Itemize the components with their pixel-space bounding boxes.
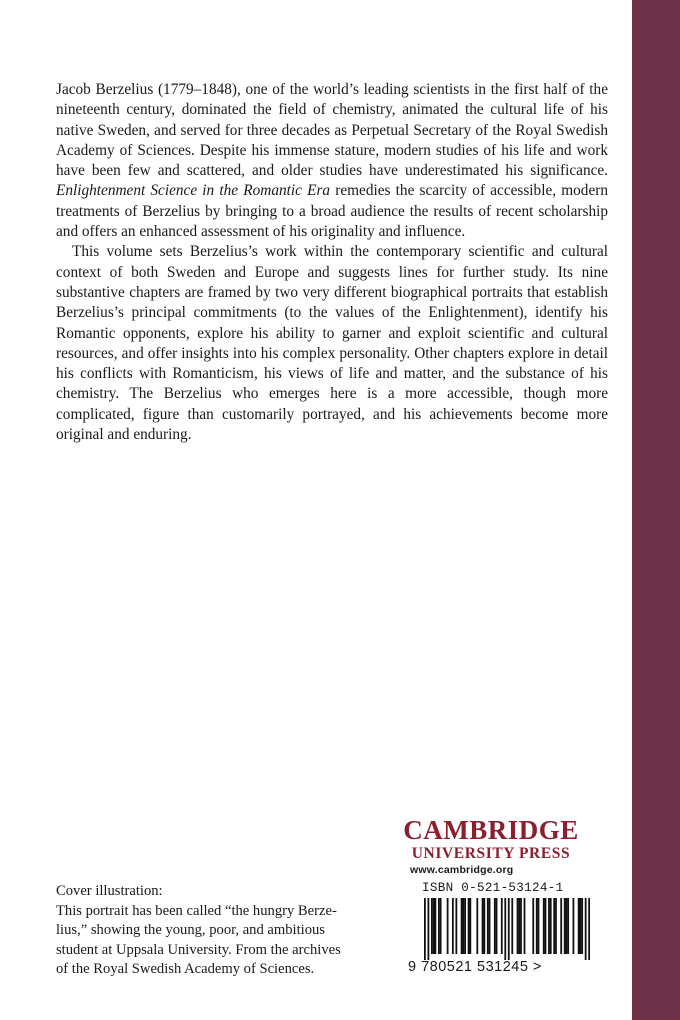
barcode-bar <box>483 898 485 954</box>
barcode-bar <box>455 898 457 954</box>
caption-line: student at Uppsala University. From the archives <box>56 941 341 958</box>
barcode-bar <box>532 898 534 954</box>
barcode-bar <box>536 898 538 954</box>
barcode-bar <box>524 898 526 954</box>
barcode-bar <box>543 898 545 954</box>
barcode-bar <box>580 898 582 954</box>
barcode <box>424 898 590 960</box>
barcode-bar <box>545 898 547 954</box>
barcode-digits: 9 780521 531245 > <box>408 959 542 975</box>
barcode-bar <box>482 898 484 954</box>
barcode-bar <box>517 898 519 954</box>
caption-line: This portrait has been called “the hungry Berze- <box>56 902 337 919</box>
barcode-bar <box>548 898 550 954</box>
barcode-bar <box>462 898 464 954</box>
barcode-bar <box>553 898 555 954</box>
description-paragraph-2: This volume sets Berzelius’s work within the contemporary scientific and cultural context of both Sweden and Europe and suggests lines for further study. Its nine substantive chapters are framed by two very different biographical portraits that establish Berzelius’s principal commitments (to the values of the Enlightenment), identify his Romantic opponents, explore his ability to garner and exploit scientific and cultural resources, and offer insights into his complex personality. Other chapters explore in detail his conflicts with Romanticism, his views of life and matter, and the substance of his chemistry. The Berzelius who emerges here is a more accessible, though more complicated, figure than customarily portrayed, and his achievements become more original and enduring. <box>56 243 608 444</box>
back-cover-description <box>56 80 608 445</box>
barcode-bar <box>440 898 442 954</box>
barcode-bar <box>431 898 433 954</box>
description-paragraph-1 <box>56 80 608 242</box>
barcode-bar <box>501 898 503 954</box>
barcode-bar <box>566 898 568 954</box>
barcode-bar <box>476 898 478 954</box>
barcode-bar <box>427 898 429 960</box>
barcode-bar <box>550 898 552 954</box>
barcode-bar <box>567 898 569 954</box>
barcode-bar <box>581 898 583 954</box>
barcode-bar <box>438 898 440 954</box>
barcode-bar <box>464 898 466 954</box>
barcode-bar <box>520 898 522 954</box>
caption-line: lius,” showing the young, poor, and ambitious <box>56 922 325 939</box>
description-p1-text-end: remedies the scarcity of accessible, modern treatments of Berzelius by bringing to a broad audience the results of recent scholarship and offers an enhanced assessment of his originality and influence. <box>56 182 608 241</box>
barcode-bar <box>564 898 566 954</box>
caption-line: Cover illustration: <box>56 883 163 899</box>
barcode-bar <box>489 898 491 954</box>
publisher-name: CAMBRIDGE <box>403 815 579 845</box>
barcode-bar <box>555 898 557 954</box>
barcode-bar <box>487 898 489 954</box>
barcode-bar <box>434 898 436 954</box>
barcode-bar <box>585 898 587 960</box>
barcode-bar <box>578 898 580 954</box>
barcode-bar <box>468 898 470 954</box>
barcode-bar <box>560 898 562 954</box>
barcode-bar <box>508 898 510 960</box>
publisher-logo <box>396 815 586 877</box>
barcode-bar <box>461 898 463 954</box>
barcode-bar <box>588 898 590 960</box>
barcode-bar <box>494 898 496 954</box>
publisher-url: www.cambridge.org <box>410 864 514 876</box>
description-p1-text: Jacob Berzelius (1779–1848), one of the world’s leading scientists in the first half of the nineteenth century, dominated the field of chemistry, animated the cultural life of his native Sweden, and served for three decades as Perpetual Secretary of the Royal Swedish Academy of Sciences. Despite his immense stature, modern studies of his life and work have been few and scattered, and older studies have underestimated his significance. <box>56 81 608 180</box>
barcode-bar <box>573 898 575 954</box>
barcode-bar <box>433 898 435 954</box>
barcode-bar <box>452 898 454 954</box>
barcode-bar <box>469 898 471 954</box>
barcode-bar <box>496 898 498 954</box>
caption-line: of the Royal Swedish Academy of Sciences. <box>56 961 315 978</box>
barcode-bar <box>424 898 426 960</box>
barcode-bar <box>518 898 520 954</box>
cover-illustration-caption <box>56 882 356 980</box>
barcode-bar <box>504 898 506 960</box>
barcode-bar <box>447 898 449 954</box>
barcode-bar <box>538 898 540 954</box>
book-title: Enlightenment Science in the Romantic Era <box>56 182 331 200</box>
spine-band <box>632 0 680 1020</box>
barcode-bar <box>511 898 513 954</box>
isbn-label: ISBN 0-521-53124-1 <box>422 881 564 895</box>
publisher-press: UNIVERSITY PRESS <box>411 845 571 862</box>
